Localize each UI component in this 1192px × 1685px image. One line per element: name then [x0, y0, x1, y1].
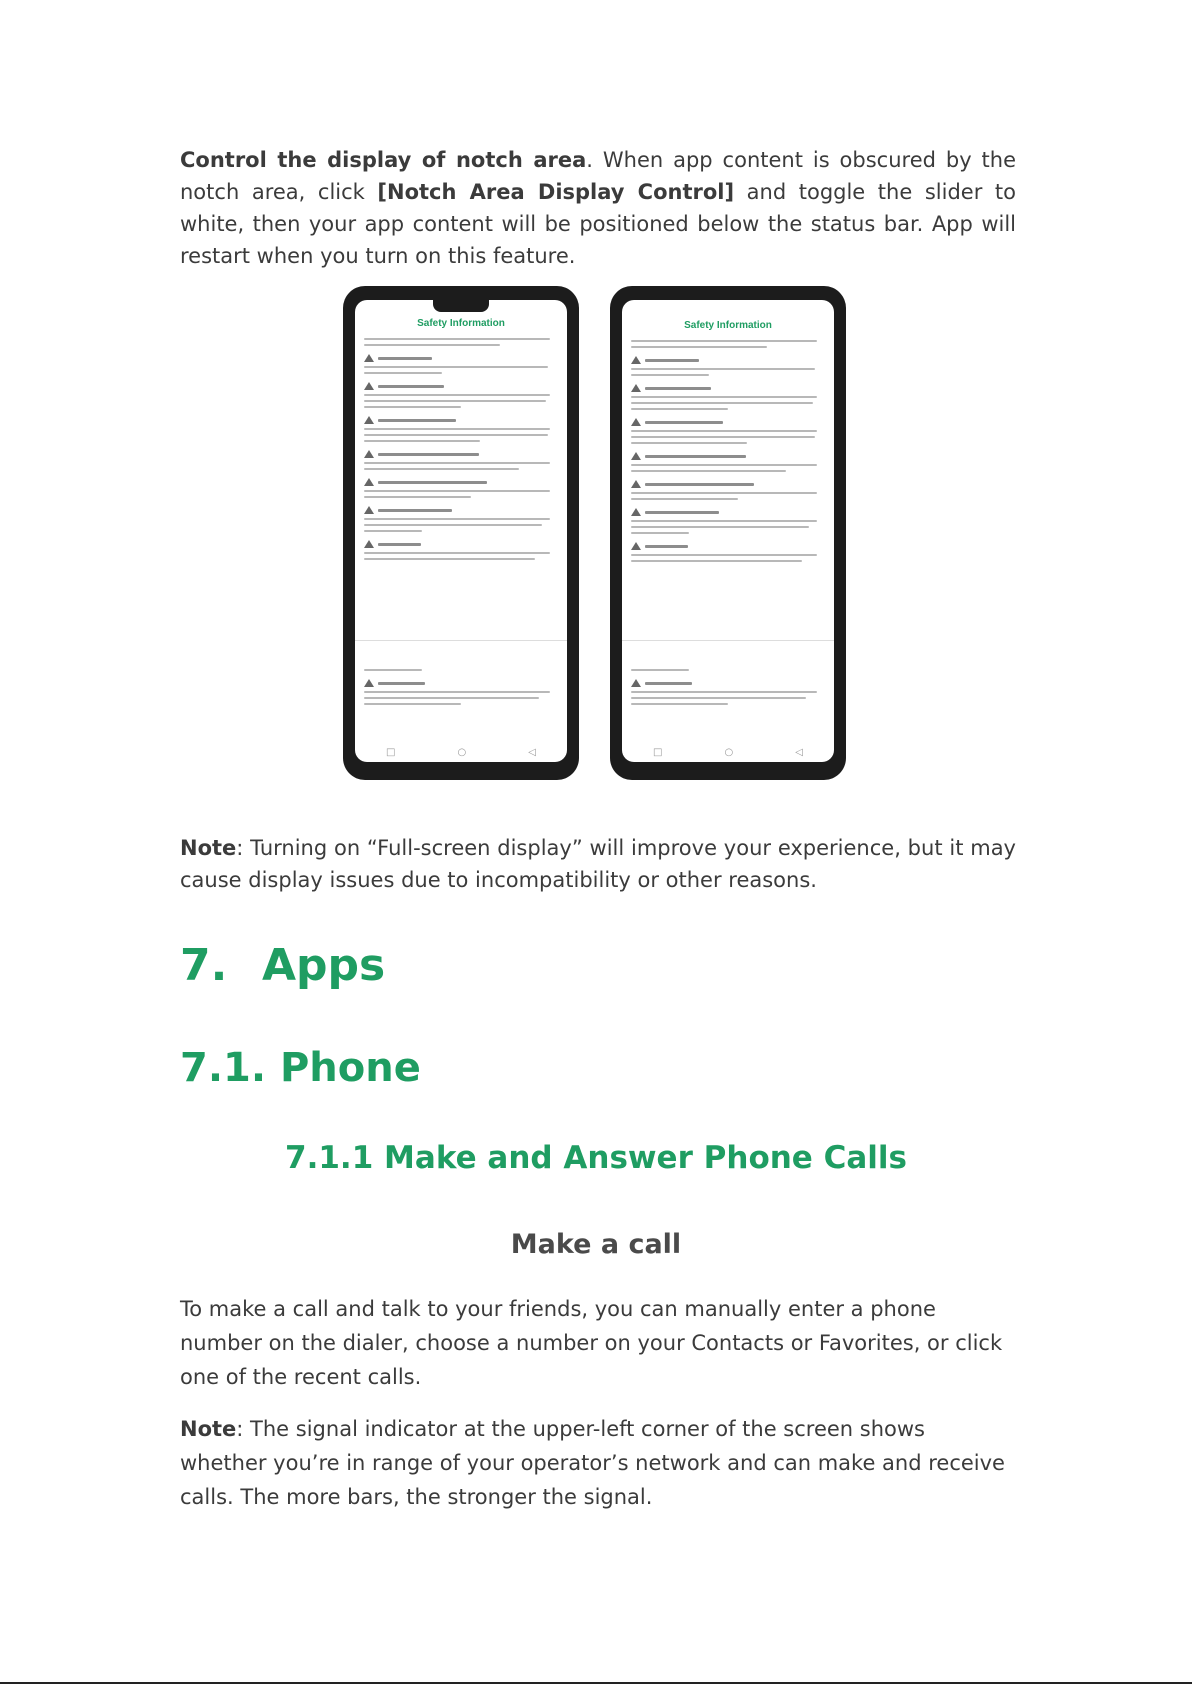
phone-screenshot-left — [343, 286, 579, 780]
screen-title: Safety Information — [417, 318, 505, 329]
section-title: Apps — [262, 940, 386, 991]
warning-icon — [631, 679, 641, 687]
square-icon: □ — [653, 746, 663, 758]
footer-rule — [0, 1682, 1192, 1684]
back-triangle-icon: ◁ — [795, 746, 803, 758]
note-signal — [180, 1412, 1016, 1514]
phone-screen — [355, 300, 567, 762]
notch-text-b: and toggle the slider to white, then your app content will be positioned below the status bar. App will restart when you turn on this feature. — [180, 180, 1016, 268]
back-triangle-icon: ◁ — [528, 746, 536, 758]
subsection-heading: 7.1. Phone — [180, 1045, 421, 1091]
note-label: Note — [180, 1417, 237, 1441]
circle-icon: ○ — [724, 746, 734, 758]
notch-area-display-control-label: [Notch Area Display Control] — [377, 180, 735, 204]
warning-icon — [364, 478, 374, 486]
square-icon: □ — [386, 746, 396, 758]
warning-icon — [631, 508, 641, 516]
notch-heading: Control the display of notch area — [180, 148, 587, 172]
warning-icon — [364, 679, 374, 687]
section-number: 7. — [180, 940, 228, 991]
notch-text-a: . When app content is obscured by the notch area, click — [180, 148, 1017, 204]
warning-icon — [631, 452, 641, 460]
notch-paragraph — [180, 144, 1016, 272]
warning-icon — [631, 384, 641, 392]
warning-icon — [631, 542, 641, 550]
note-label: Note — [180, 836, 237, 860]
nav-bar — [355, 742, 567, 762]
warning-icon — [364, 540, 374, 548]
warning-icon — [631, 356, 641, 364]
screen-text-lines — [622, 331, 834, 562]
make-call-paragraph: To make a call and talk to your friends, you can manually enter a phone number on the dialer, choose a number on your Contacts or Favorites, or click one of the recent calls. — [180, 1297, 1003, 1389]
warning-icon — [631, 418, 641, 426]
phone-screenshot-right — [610, 286, 846, 780]
section-heading — [180, 940, 385, 991]
notch — [433, 300, 489, 312]
warning-icon — [631, 480, 641, 488]
phone-screen — [622, 300, 834, 762]
screen-title: Safety Information — [684, 320, 772, 331]
screen-text-lines — [355, 329, 567, 560]
note-text: : Turning on “Full-screen display” will improve your experience, but it may cause display issues due to incompatibility or other reasons. — [180, 836, 1016, 892]
warning-icon — [364, 416, 374, 424]
screen-divider — [355, 640, 567, 641]
warning-icon — [364, 382, 374, 390]
screen-lower-text — [622, 660, 834, 709]
note-text: : The signal indicator at the upper-left corner of the screen shows whether you’re in range of your operator’s network and can make and receive calls. The more bars, the stronger the signal. — [180, 1417, 1005, 1509]
warning-icon — [364, 506, 374, 514]
warning-icon — [364, 450, 374, 458]
circle-icon: ○ — [457, 746, 467, 758]
topic-heading: Make a call — [510, 1229, 682, 1260]
note-fullscreen — [180, 832, 1016, 896]
warning-icon — [364, 354, 374, 362]
screen-divider — [622, 640, 834, 641]
subsubsection-heading: 7.1.1 Make and Answer Phone Calls — [285, 1140, 907, 1176]
screen-lower-text — [355, 660, 567, 709]
nav-bar — [622, 742, 834, 762]
